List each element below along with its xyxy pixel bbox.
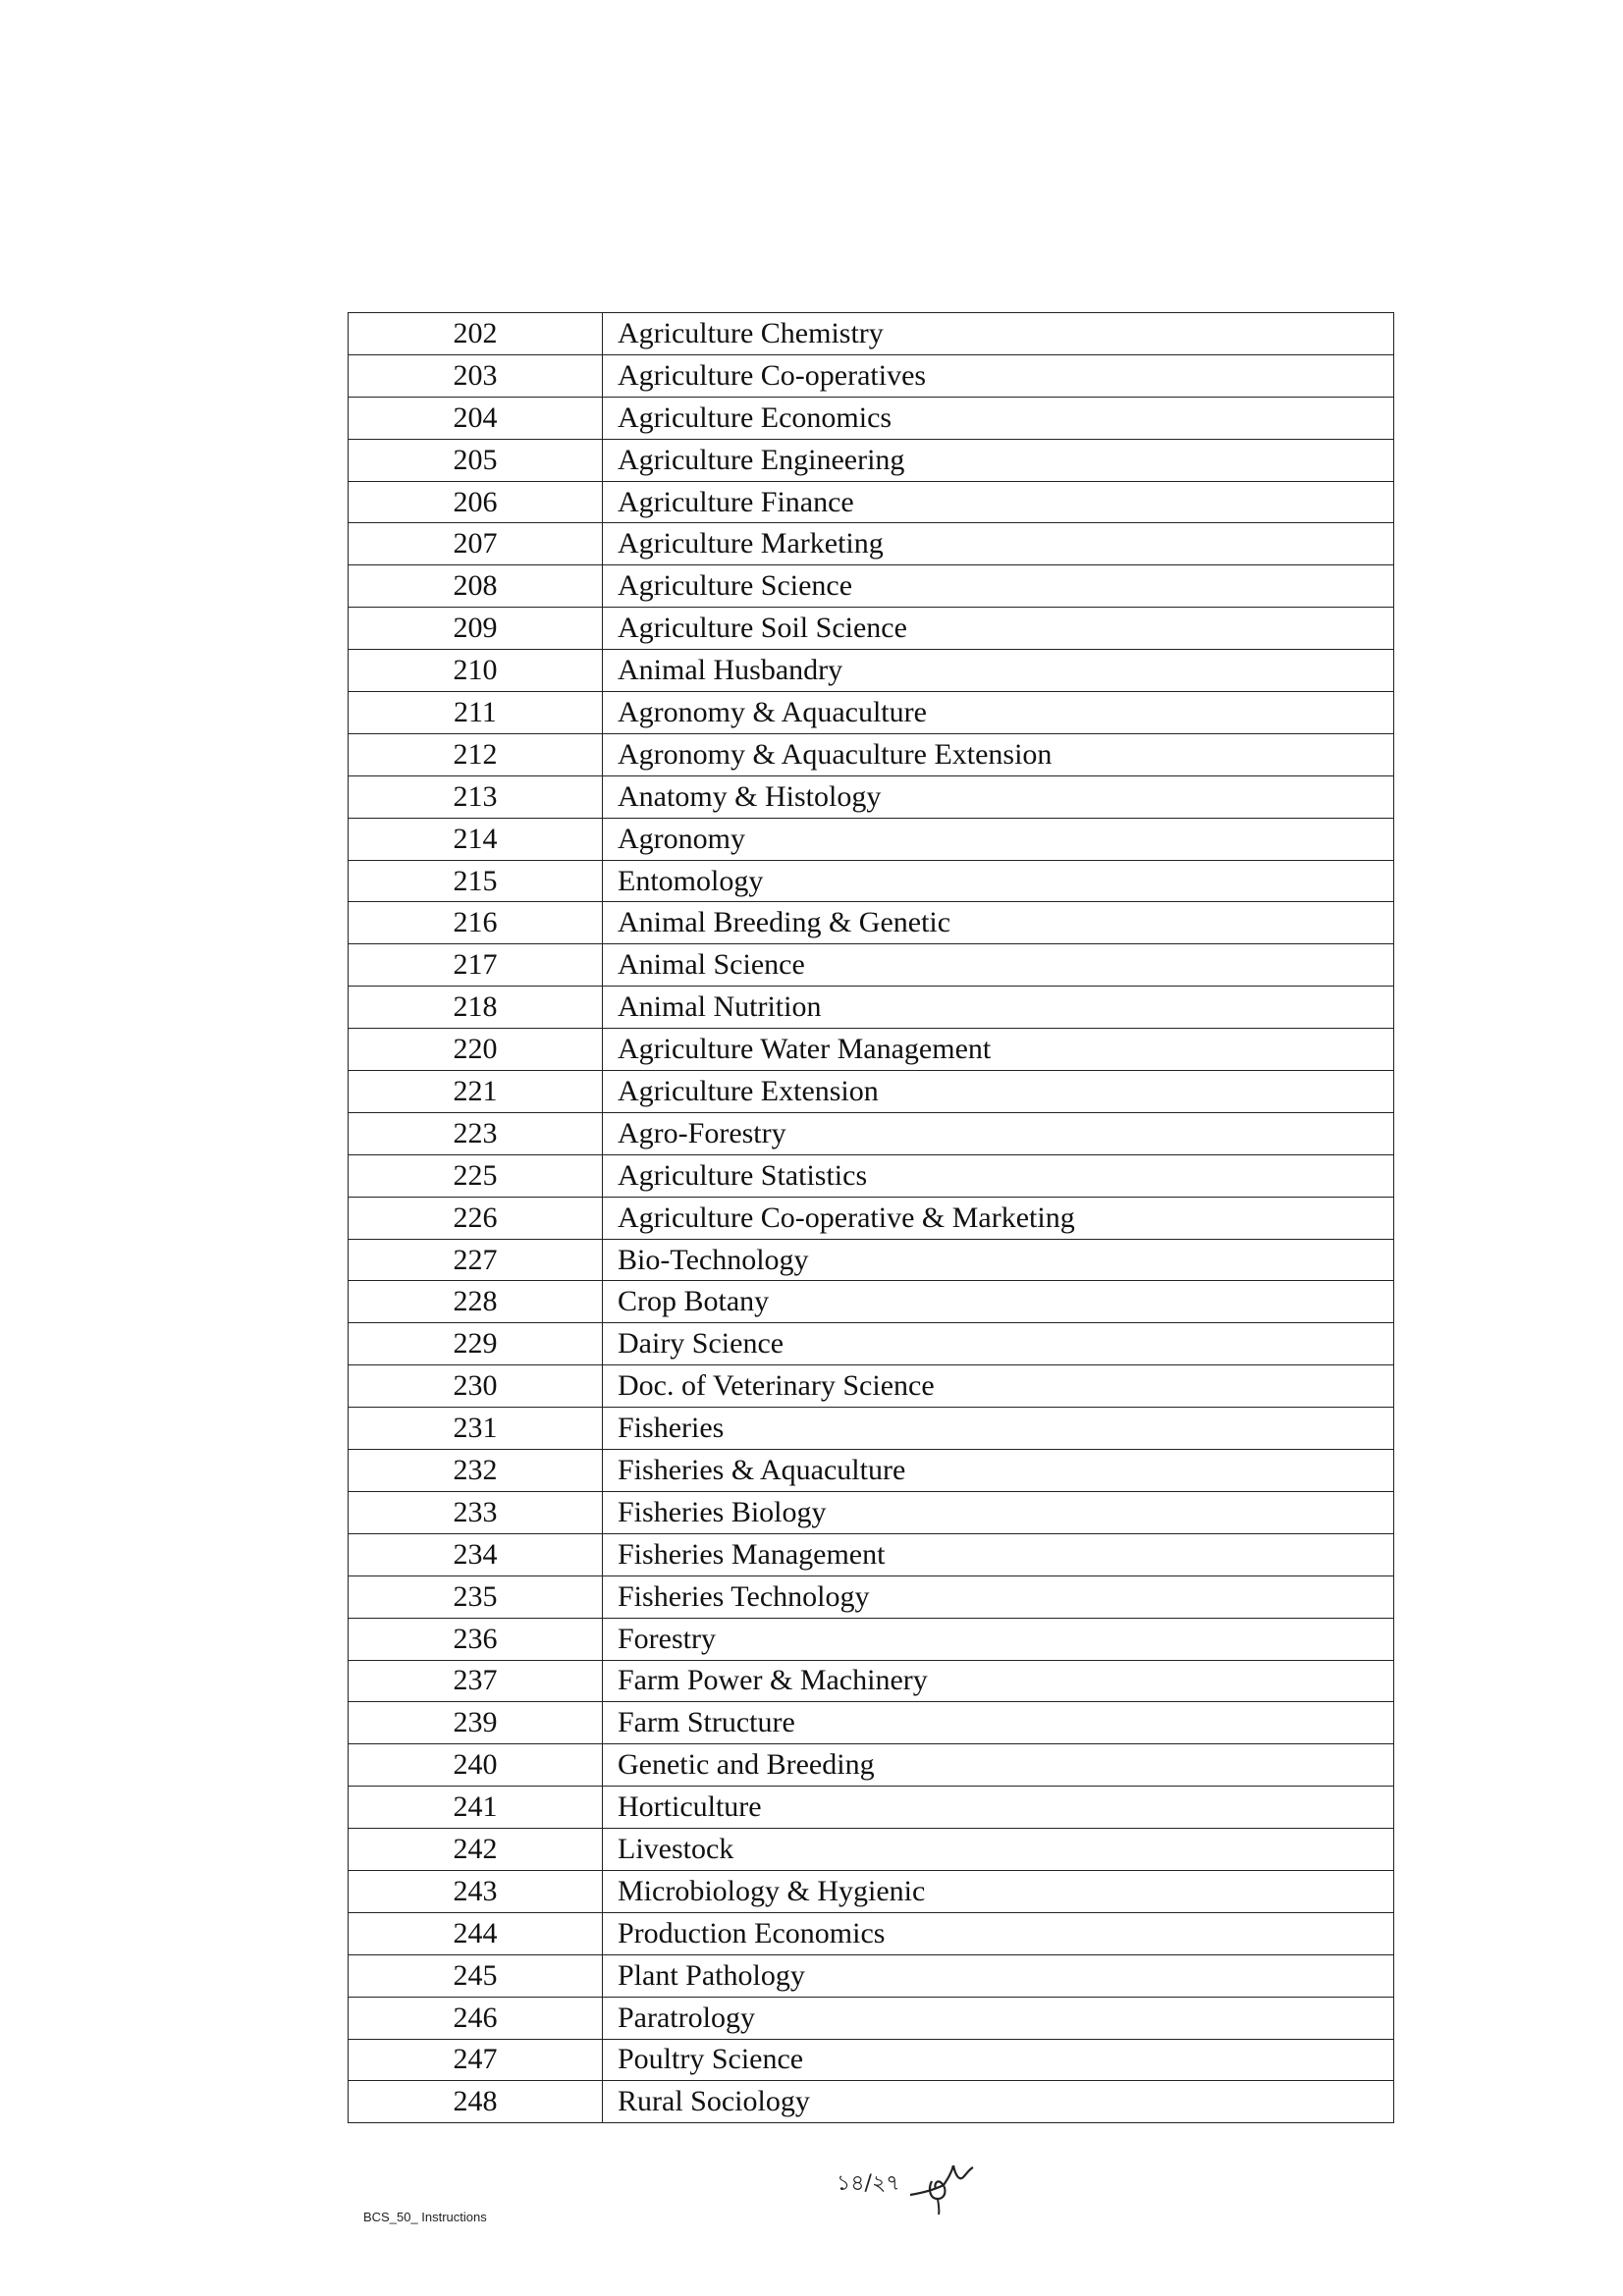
table-row [349, 1071, 1394, 1113]
subject-name-cell: Rural Sociology [603, 2081, 1394, 2123]
subject-code-cell: 218 [349, 987, 603, 1029]
subject-code-cell: 230 [349, 1365, 603, 1408]
table-row [349, 1491, 1394, 1533]
subject-code-cell: 233 [349, 1491, 603, 1533]
table-row [349, 1912, 1394, 1954]
subject-name-cell: Paratrology [603, 1997, 1394, 2039]
subject-name-cell: Genetic and Breeding [603, 1744, 1394, 1787]
table-row [349, 1154, 1394, 1197]
subject-code-cell: 237 [349, 1660, 603, 1702]
subject-name-cell: Crop Botany [603, 1281, 1394, 1323]
table-row [349, 818, 1394, 860]
subject-code-cell: 239 [349, 1702, 603, 1744]
table-row [349, 1575, 1394, 1618]
subject-name-cell: Agronomy [603, 818, 1394, 860]
subject-code-cell: 207 [349, 523, 603, 565]
subject-name-cell: Animal Science [603, 944, 1394, 987]
subject-name-cell: Agro-Forestry [603, 1112, 1394, 1154]
subject-code-cell: 225 [349, 1154, 603, 1197]
subject-name-cell: Poultry Science [603, 2039, 1394, 2081]
subject-name-cell: Agronomy & Aquaculture [603, 692, 1394, 734]
subject-name-cell: Agriculture Marketing [603, 523, 1394, 565]
subject-name-cell: Agriculture Finance [603, 481, 1394, 523]
subject-name-cell: Fisheries Management [603, 1533, 1394, 1575]
page-number: ১৪/২৭ [837, 2171, 900, 2196]
table-row [349, 1702, 1394, 1744]
table-row [349, 1323, 1394, 1365]
subject-name-cell: Microbiology & Hygienic [603, 1870, 1394, 1912]
subject-name-cell: Fisheries Biology [603, 1491, 1394, 1533]
subject-name-cell: Horticulture [603, 1787, 1394, 1829]
table-row [349, 775, 1394, 818]
subject-name-cell: Fisheries [603, 1408, 1394, 1450]
table-row [349, 439, 1394, 481]
subject-code-table [348, 312, 1394, 2123]
table-row [349, 1197, 1394, 1239]
subject-code-cell: 234 [349, 1533, 603, 1575]
table-row [349, 397, 1394, 439]
subject-code-table-body [349, 313, 1394, 2123]
subject-name-cell: Agriculture Co-operative & Marketing [603, 1197, 1394, 1239]
table-row [349, 692, 1394, 734]
subject-name-cell: Agriculture Economics [603, 397, 1394, 439]
subject-code-cell: 211 [349, 692, 603, 734]
table-row [349, 1029, 1394, 1071]
subject-code-cell: 242 [349, 1829, 603, 1871]
subject-code-cell: 226 [349, 1197, 603, 1239]
subject-code-cell: 212 [349, 733, 603, 775]
table-row [349, 1450, 1394, 1492]
table-row [349, 2039, 1394, 2081]
table-row [349, 860, 1394, 902]
subject-code-cell: 248 [349, 2081, 603, 2123]
subject-name-cell: Animal Breeding & Genetic [603, 902, 1394, 944]
table-row [349, 902, 1394, 944]
subject-code-cell: 217 [349, 944, 603, 987]
table-row [349, 354, 1394, 397]
table-row [349, 1660, 1394, 1702]
subject-code-cell: 240 [349, 1744, 603, 1787]
table-row [349, 944, 1394, 987]
table-row [349, 1239, 1394, 1281]
subject-name-cell: Dairy Science [603, 1323, 1394, 1365]
table-row [349, 1954, 1394, 1997]
subject-name-cell: Fisheries Technology [603, 1575, 1394, 1618]
subject-name-cell: Livestock [603, 1829, 1394, 1871]
subject-code-cell: 231 [349, 1408, 603, 1450]
subject-name-cell: Agronomy & Aquaculture Extension [603, 733, 1394, 775]
subject-name-cell: Forestry [603, 1618, 1394, 1660]
document-label: BCS_50_ Instructions [363, 2210, 487, 2224]
subject-code-cell: 247 [349, 2039, 603, 2081]
subject-name-cell: Plant Pathology [603, 1954, 1394, 1997]
subject-code-cell: 235 [349, 1575, 603, 1618]
subject-code-cell: 246 [349, 1997, 603, 2039]
table-row [349, 1870, 1394, 1912]
subject-code-cell: 213 [349, 775, 603, 818]
subject-code-cell: 232 [349, 1450, 603, 1492]
subject-code-cell: 208 [349, 565, 603, 608]
subject-code-cell: 245 [349, 1954, 603, 1997]
table-row [349, 650, 1394, 692]
table-row [349, 1787, 1394, 1829]
subject-code-cell: 227 [349, 1239, 603, 1281]
subject-code-cell: 243 [349, 1870, 603, 1912]
table-row [349, 1281, 1394, 1323]
subject-name-cell: Animal Husbandry [603, 650, 1394, 692]
subject-code-cell: 214 [349, 818, 603, 860]
subject-name-cell: Anatomy & Histology [603, 775, 1394, 818]
table-row [349, 1997, 1394, 2039]
table-row [349, 608, 1394, 650]
subject-code-cell: 202 [349, 313, 603, 355]
subject-name-cell: Agriculture Co-operatives [603, 354, 1394, 397]
subject-name-cell: Production Economics [603, 1912, 1394, 1954]
table-row [349, 2081, 1394, 2123]
subject-code-cell: 204 [349, 397, 603, 439]
subject-code-cell: 223 [349, 1112, 603, 1154]
subject-code-cell: 206 [349, 481, 603, 523]
table-row [349, 1829, 1394, 1871]
signature-initials-icon [908, 2156, 979, 2216]
table-row [349, 1365, 1394, 1408]
subject-code-cell: 210 [349, 650, 603, 692]
subject-code-cell: 220 [349, 1029, 603, 1071]
table-row [349, 1533, 1394, 1575]
table-row [349, 481, 1394, 523]
subject-name-cell: Farm Power & Machinery [603, 1660, 1394, 1702]
subject-name-cell: Agriculture Water Management [603, 1029, 1394, 1071]
table-row [349, 1618, 1394, 1660]
subject-name-cell: Agriculture Engineering [603, 439, 1394, 481]
subject-name-cell: Bio-Technology [603, 1239, 1394, 1281]
subject-name-cell: Agriculture Soil Science [603, 608, 1394, 650]
table-row [349, 565, 1394, 608]
subject-code-cell: 203 [349, 354, 603, 397]
subject-code-cell: 244 [349, 1912, 603, 1954]
table-row [349, 1744, 1394, 1787]
subject-code-cell: 229 [349, 1323, 603, 1365]
subject-name-cell: Animal Nutrition [603, 987, 1394, 1029]
subject-code-cell: 205 [349, 439, 603, 481]
subject-name-cell: Farm Structure [603, 1702, 1394, 1744]
subject-name-cell: Fisheries & Aquaculture [603, 1450, 1394, 1492]
subject-code-cell: 221 [349, 1071, 603, 1113]
table-row [349, 313, 1394, 355]
table-row [349, 523, 1394, 565]
subject-code-cell: 228 [349, 1281, 603, 1323]
subject-name-cell: Doc. of Veterinary Science [603, 1365, 1394, 1408]
subject-code-cell: 215 [349, 860, 603, 902]
table-row [349, 987, 1394, 1029]
subject-name-cell: Agriculture Extension [603, 1071, 1394, 1113]
subject-name-cell: Agriculture Science [603, 565, 1394, 608]
table-row [349, 733, 1394, 775]
subject-name-cell: Agriculture Chemistry [603, 313, 1394, 355]
subject-name-cell: Entomology [603, 860, 1394, 902]
subject-name-cell: Agriculture Statistics [603, 1154, 1394, 1197]
subject-code-cell: 216 [349, 902, 603, 944]
subject-code-cell: 236 [349, 1618, 603, 1660]
table-row [349, 1408, 1394, 1450]
subject-code-cell: 241 [349, 1787, 603, 1829]
subject-code-cell: 209 [349, 608, 603, 650]
table-row [349, 1112, 1394, 1154]
